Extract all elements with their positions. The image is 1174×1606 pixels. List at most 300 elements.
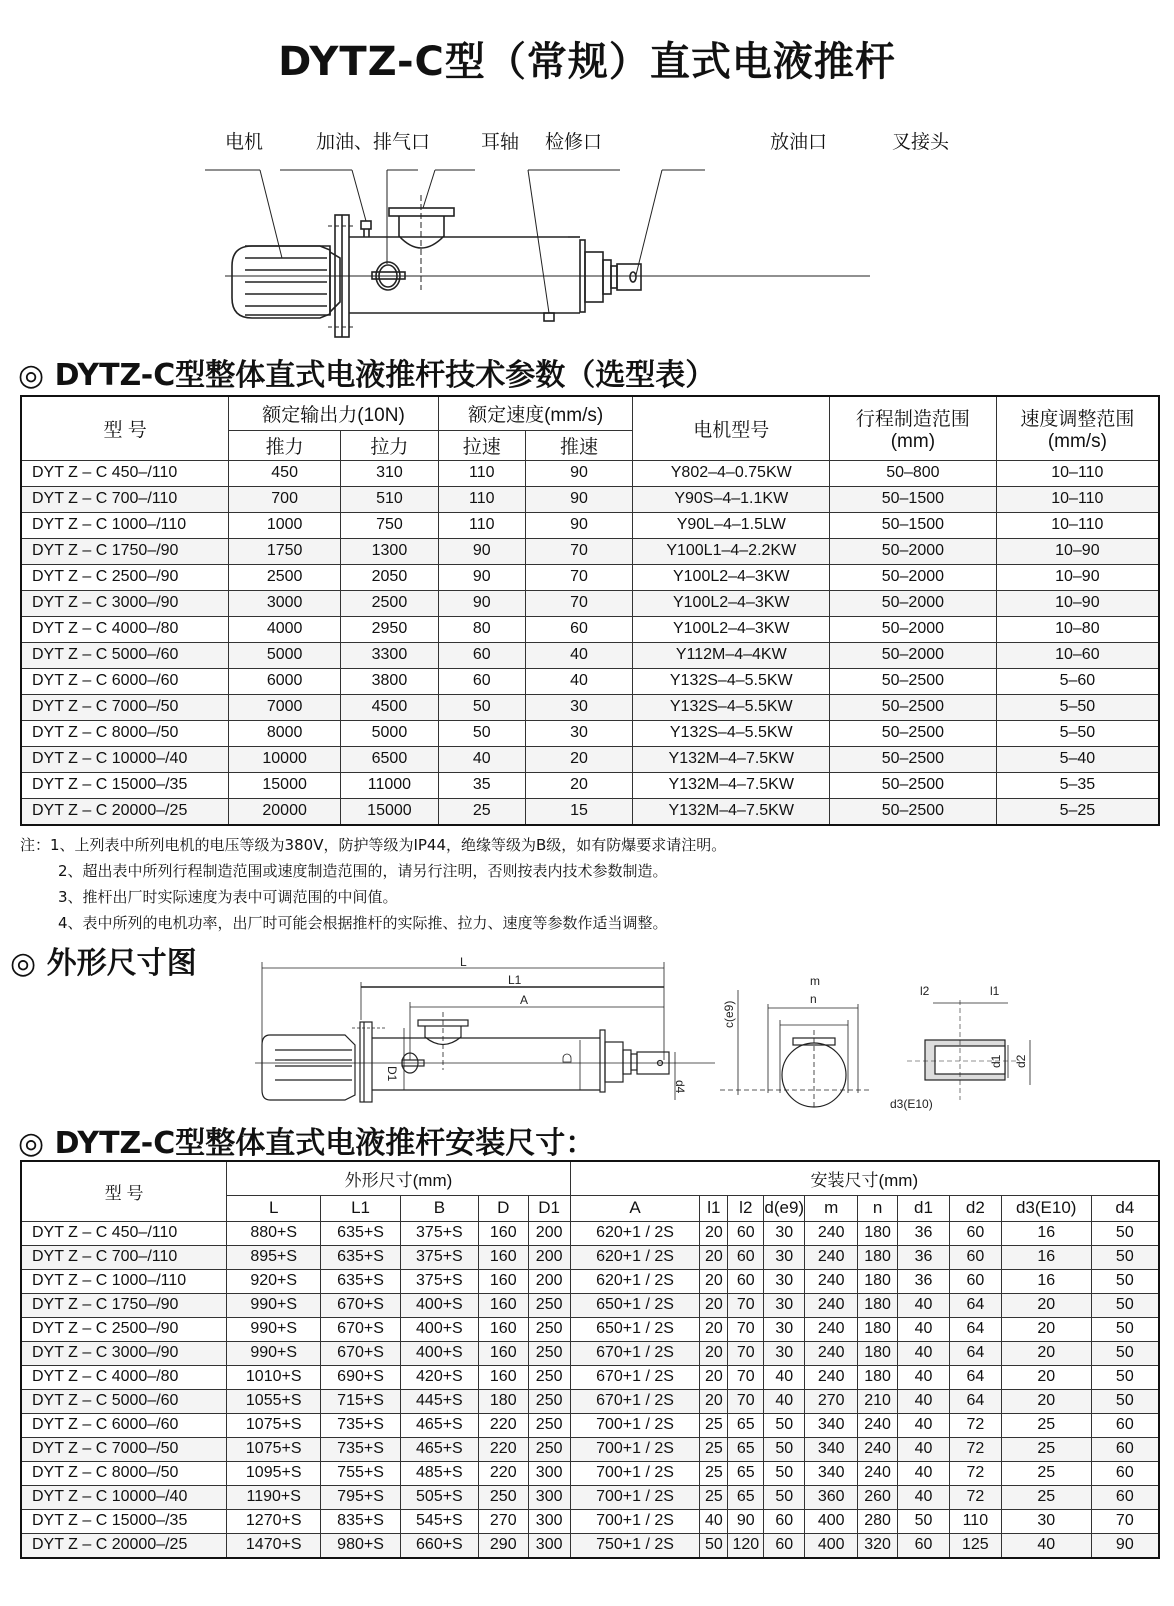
table-cell: 50–2000 — [830, 590, 997, 616]
table-cell: 40 — [898, 1389, 950, 1413]
table-cell: 220 — [478, 1413, 528, 1437]
table-cell: 30 — [1001, 1509, 1091, 1533]
table-cell: 400+S — [400, 1317, 478, 1341]
table-cell: 50 — [1091, 1293, 1159, 1317]
table-cell: 20 — [700, 1245, 728, 1269]
spec-table — [20, 395, 1160, 826]
table-cell: 670+S — [321, 1293, 401, 1317]
table-cell: 30 — [764, 1245, 805, 1269]
table-cell: 200 — [528, 1221, 570, 1245]
table-cell: 110 — [438, 460, 525, 486]
table-cell: 2500 — [229, 564, 341, 590]
table-cell: 340 — [805, 1437, 858, 1461]
table-row — [21, 746, 1159, 772]
table-cell: 60 — [1091, 1413, 1159, 1437]
table-cell: 110 — [438, 486, 525, 512]
table-cell: 64 — [949, 1389, 1001, 1413]
table-cell: 80 — [438, 616, 525, 642]
table-cell: 220 — [478, 1461, 528, 1485]
table-row — [21, 486, 1159, 512]
note-1-text: 1、上列表中所列电机的电压等级为380V，防护等级为IP44，绝缘等级为B级，如有防爆要求请注明。 — [50, 836, 727, 854]
table-cell: 20 — [1001, 1341, 1091, 1365]
table-cell: Y132M–4–7.5KW — [633, 746, 830, 772]
column-header: d(e9) — [764, 1195, 805, 1221]
table-cell: 25 — [1001, 1461, 1091, 1485]
table-cell: 650+1 / 2S — [570, 1317, 700, 1341]
column-header: d3(E10) — [1001, 1195, 1091, 1221]
table-cell: 120 — [728, 1533, 764, 1558]
note-3: 3、推杆出厂时实际速度为表中可调范围的中间值。 — [58, 888, 398, 906]
table-row — [21, 1221, 1159, 1245]
header-speed-adjust-line1: 速度调整范围 — [1020, 408, 1135, 430]
header-pull-force: 拉力 — [341, 430, 439, 460]
table-cell: 465+S — [400, 1437, 478, 1461]
table-cell: 10–80 — [996, 616, 1159, 642]
table-cell: 25 — [700, 1437, 728, 1461]
table-cell: 50 — [1091, 1365, 1159, 1389]
table-cell: 2050 — [341, 564, 439, 590]
model-cell: DYT Z – C 4000–/80 — [21, 1365, 227, 1389]
model-cell: DYT Z – C 450–/110 — [21, 1221, 227, 1245]
table-cell: Y100L1–4–2.2KW — [633, 538, 830, 564]
table-cell: 400 — [805, 1533, 858, 1558]
table-cell: 50–1500 — [830, 486, 997, 512]
table-cell: 60 — [764, 1509, 805, 1533]
table-cell: 340 — [805, 1413, 858, 1437]
table-cell: 60 — [525, 616, 633, 642]
table-cell: 65 — [728, 1413, 764, 1437]
table-cell: 220 — [478, 1437, 528, 1461]
table-cell: 40 — [438, 746, 525, 772]
table-cell: 60 — [949, 1221, 1001, 1245]
label-drain-port: 放油口 — [770, 131, 828, 153]
table-cell: 20 — [700, 1341, 728, 1365]
table-cell: 20 — [700, 1221, 728, 1245]
table-cell: 700+1 / 2S — [570, 1461, 700, 1485]
dim-label-L1: L1 — [508, 973, 522, 987]
table-cell: 35 — [438, 772, 525, 798]
column-header: D — [478, 1195, 528, 1221]
table-row — [21, 538, 1159, 564]
table-cell: 50 — [1091, 1221, 1159, 1245]
table-cell: 70 — [525, 538, 633, 564]
column-header: D1 — [528, 1195, 570, 1221]
table-cell: 15000 — [229, 772, 341, 798]
table-cell: 240 — [805, 1245, 858, 1269]
model-cell: DYT Z – C 4000–/80 — [21, 616, 229, 642]
table-cell: 10–110 — [996, 512, 1159, 538]
table-cell: 70 — [728, 1365, 764, 1389]
model-cell: DYT Z – C 2500–/90 — [21, 564, 229, 590]
table-row — [21, 1293, 1159, 1317]
table-row — [21, 1461, 1159, 1485]
table-cell: 60 — [728, 1269, 764, 1293]
dim-label-l2: l2 — [920, 984, 930, 998]
table-row — [21, 1389, 1159, 1413]
table-cell: 375+S — [400, 1221, 478, 1245]
table-cell: 670+S — [321, 1341, 401, 1365]
table-cell: 375+S — [400, 1245, 478, 1269]
table-cell: 300 — [528, 1485, 570, 1509]
table-cell: 240 — [858, 1461, 898, 1485]
table-cell: 715+S — [321, 1389, 401, 1413]
table-cell: 10–110 — [996, 486, 1159, 512]
table-cell: 620+1 / 2S — [570, 1269, 700, 1293]
table-cell: 50 — [438, 694, 525, 720]
table-row — [21, 1245, 1159, 1269]
table-cell: 70 — [728, 1317, 764, 1341]
outline-section-title: ◎ 外形尺寸图 — [10, 946, 197, 981]
table-cell: 340 — [805, 1461, 858, 1485]
table-cell: 1010+S — [227, 1365, 321, 1389]
table-cell: 20 — [1001, 1365, 1091, 1389]
table-cell: 320 — [858, 1533, 898, 1558]
table-cell: 90 — [525, 486, 633, 512]
table-cell: 4000 — [229, 616, 341, 642]
column-header: A — [570, 1195, 700, 1221]
table-cell: 240 — [805, 1269, 858, 1293]
table-cell: 125 — [949, 1533, 1001, 1558]
dim-label-D1: D1 — [385, 1066, 399, 1082]
table-cell: 300 — [528, 1533, 570, 1558]
table-cell: 180 — [858, 1221, 898, 1245]
table-cell: 60 — [1091, 1485, 1159, 1509]
model-cell: DYT Z – C 1000–/110 — [21, 512, 229, 538]
table-cell: 2500 — [341, 590, 439, 616]
dim-label-d3: d3(E10) — [890, 1097, 933, 1111]
table-cell: 450 — [229, 460, 341, 486]
table-cell: Y112M–4–4KW — [633, 642, 830, 668]
table-cell: 90 — [728, 1509, 764, 1533]
table-cell: 2950 — [341, 616, 439, 642]
table-cell: 20 — [1001, 1317, 1091, 1341]
table-row — [21, 1437, 1159, 1461]
table-cell: 1000 — [229, 512, 341, 538]
dim-label-d4: d4 — [673, 1080, 687, 1094]
table-cell: 40 — [764, 1389, 805, 1413]
table-cell: 50 — [1091, 1389, 1159, 1413]
table-cell: 20000 — [229, 798, 341, 825]
table-cell: 60 — [438, 668, 525, 694]
table-cell: 260 — [858, 1485, 898, 1509]
table-cell: 10–90 — [996, 590, 1159, 616]
table-cell: 50 — [764, 1485, 805, 1509]
table-cell: 620+1 / 2S — [570, 1221, 700, 1245]
model-cell: DYT Z – C 15000–/35 — [21, 1509, 227, 1533]
table-row — [21, 1509, 1159, 1533]
dim-label-L: L — [460, 955, 467, 969]
table-cell: 505+S — [400, 1485, 478, 1509]
table-cell: 835+S — [321, 1509, 401, 1533]
table-cell: 60 — [728, 1245, 764, 1269]
model-cell: DYT Z – C 20000–/25 — [21, 1533, 227, 1558]
table-cell: 990+S — [227, 1341, 321, 1365]
table-cell: 16 — [1001, 1221, 1091, 1245]
label-trunnion: 耳轴 — [481, 131, 520, 153]
header-stroke-line1: 行程制造范围 — [855, 408, 970, 430]
table-cell: 465+S — [400, 1413, 478, 1437]
note-4: 4、表中所列的电机功率，出厂时可能会根据推杆的实际推、拉力、速度等参数作适当调整。 — [58, 914, 668, 932]
column-header: d4 — [1091, 1195, 1159, 1221]
table-cell: 1075+S — [227, 1437, 321, 1461]
table-cell: 240 — [805, 1221, 858, 1245]
header-push-speed: 推速 — [525, 430, 633, 460]
table-cell: 5–60 — [996, 668, 1159, 694]
table-cell: 50–2500 — [830, 798, 997, 825]
table-cell: 20 — [700, 1269, 728, 1293]
table-cell: 360 — [805, 1485, 858, 1509]
table-cell: 64 — [949, 1341, 1001, 1365]
table-cell: 60 — [1091, 1461, 1159, 1485]
table-cell: 50–2000 — [830, 538, 997, 564]
table-cell: 5–35 — [996, 772, 1159, 798]
table-cell: 8000 — [229, 720, 341, 746]
table-row — [21, 564, 1159, 590]
table-cell: 635+S — [321, 1245, 401, 1269]
table-cell: 90 — [438, 538, 525, 564]
label-fork-joint: 叉接头 — [892, 131, 950, 153]
table-cell: 25 — [700, 1461, 728, 1485]
table-cell: 160 — [478, 1341, 528, 1365]
model-cell: DYT Z – C 15000–/35 — [21, 772, 229, 798]
table-cell: 50–2000 — [830, 642, 997, 668]
table-cell: 40 — [764, 1365, 805, 1389]
table-row — [21, 512, 1159, 538]
table-cell: 30 — [764, 1221, 805, 1245]
table-cell: 240 — [858, 1437, 898, 1461]
table-cell: 90 — [525, 512, 633, 538]
table-cell: 70 — [525, 564, 633, 590]
table-cell: 310 — [341, 460, 439, 486]
table-cell: 64 — [949, 1365, 1001, 1389]
table-cell: 50–2500 — [830, 746, 997, 772]
table-cell: 65 — [728, 1485, 764, 1509]
table-cell: Y100L2–4–3KW — [633, 590, 830, 616]
header-outline-group: 外形尺寸(mm) — [227, 1161, 570, 1195]
table-cell: 650+1 / 2S — [570, 1293, 700, 1317]
table-cell: 635+S — [321, 1269, 401, 1293]
table-cell: 50–2500 — [830, 720, 997, 746]
table-cell: Y132M–4–7.5KW — [633, 798, 830, 825]
model-cell: DYT Z – C 3000–/90 — [21, 1341, 227, 1365]
table-cell: 40 — [1001, 1533, 1091, 1558]
table-cell: 545+S — [400, 1509, 478, 1533]
table-cell: 40 — [898, 1365, 950, 1389]
table-cell: 5–40 — [996, 746, 1159, 772]
table-cell: 735+S — [321, 1437, 401, 1461]
table-cell: 60 — [949, 1245, 1001, 1269]
main-actuator-diagram — [0, 120, 1174, 350]
table-cell: 60 — [728, 1221, 764, 1245]
table-cell: 420+S — [400, 1365, 478, 1389]
table-cell: 20 — [700, 1365, 728, 1389]
table-cell: 635+S — [321, 1221, 401, 1245]
dim-section-title: ◎ DYTZ-C型整体直式电液推杆安装尺寸： — [18, 1126, 596, 1161]
table-cell: 200 — [528, 1245, 570, 1269]
model-cell: DYT Z – C 1750–/90 — [21, 1293, 227, 1317]
column-header: n — [858, 1195, 898, 1221]
table-cell: 375+S — [400, 1269, 478, 1293]
table-cell: 50 — [700, 1533, 728, 1558]
table-cell: 72 — [949, 1413, 1001, 1437]
table-cell: 25 — [1001, 1485, 1091, 1509]
table-cell: 1055+S — [227, 1389, 321, 1413]
table-row — [21, 1341, 1159, 1365]
table-cell: 735+S — [321, 1413, 401, 1437]
table-cell: 10–90 — [996, 564, 1159, 590]
model-cell: DYT Z – C 6000–/60 — [21, 1413, 227, 1437]
table-row — [21, 772, 1159, 798]
table-cell: 180 — [858, 1269, 898, 1293]
table-cell: 5000 — [229, 642, 341, 668]
header-motor: 电机型号 — [633, 396, 830, 460]
table-cell: 36 — [898, 1221, 950, 1245]
table-cell: 5–25 — [996, 798, 1159, 825]
table-cell: 110 — [438, 512, 525, 538]
table-cell: 15 — [525, 798, 633, 825]
model-cell: DYT Z – C 700–/110 — [21, 1245, 227, 1269]
table-cell: 6000 — [229, 668, 341, 694]
table-cell: 250 — [528, 1365, 570, 1389]
table-cell: 700+1 / 2S — [570, 1509, 700, 1533]
header-model: 型 号 — [21, 396, 229, 460]
model-cell: DYT Z – C 5000–/60 — [21, 1389, 227, 1413]
table-cell: 20 — [525, 746, 633, 772]
table-cell: 4500 — [341, 694, 439, 720]
header-push-force: 推力 — [229, 430, 341, 460]
model-cell: DYT Z – C 1750–/90 — [21, 538, 229, 564]
table-cell: Y132S–4–5.5KW — [633, 720, 830, 746]
table-cell: 670+1 / 2S — [570, 1341, 700, 1365]
table-cell: 40 — [898, 1317, 950, 1341]
table-cell: 25 — [700, 1485, 728, 1509]
column-header: d2 — [949, 1195, 1001, 1221]
header-speed-adjust-line2: (mm/s) — [1047, 430, 1107, 452]
header-stroke-line2: (mm) — [890, 430, 936, 452]
label-fill-vent: 加油、排气口 — [316, 131, 431, 153]
table-cell: 70 — [525, 590, 633, 616]
dim-label-m: m — [810, 974, 820, 988]
note-1 — [20, 832, 726, 858]
table-cell: 1075+S — [227, 1413, 321, 1437]
model-cell: DYT Z – C 10000–/40 — [21, 1485, 227, 1509]
table-cell: 270 — [478, 1509, 528, 1533]
spec-section-title: ◎ DYTZ-C型整体直式电液推杆技术参数（选型表） — [18, 358, 716, 393]
table-cell: 755+S — [321, 1461, 401, 1485]
table-cell: 60 — [949, 1269, 1001, 1293]
table-cell: 240 — [858, 1413, 898, 1437]
model-cell: DYT Z – C 8000–/50 — [21, 1461, 227, 1485]
table-cell: 50 — [1091, 1269, 1159, 1293]
table-cell: 30 — [764, 1269, 805, 1293]
table-cell: 690+S — [321, 1365, 401, 1389]
table-cell: 20 — [525, 772, 633, 798]
header-model: 型 号 — [21, 1161, 227, 1221]
table-cell: 60 — [898, 1533, 950, 1558]
table-cell: 50–2000 — [830, 616, 997, 642]
table-cell: 280 — [858, 1509, 898, 1533]
table-cell: 64 — [949, 1317, 1001, 1341]
table-cell: 25 — [1001, 1413, 1091, 1437]
table-cell: 50–1500 — [830, 512, 997, 538]
table-cell: 11000 — [341, 772, 439, 798]
table-cell: 50 — [898, 1509, 950, 1533]
header-stroke — [830, 396, 997, 460]
table-cell: Y132S–4–5.5KW — [633, 668, 830, 694]
dim-label-n: n — [810, 992, 817, 1006]
table-cell: 50–2000 — [830, 564, 997, 590]
table-cell: 250 — [528, 1389, 570, 1413]
table-cell: Y100L2–4–3KW — [633, 616, 830, 642]
table-row — [21, 1413, 1159, 1437]
label-inspection-port: 检修口 — [545, 131, 603, 153]
table-row — [21, 642, 1159, 668]
table-cell: 670+1 / 2S — [570, 1365, 700, 1389]
column-header: L — [227, 1195, 321, 1221]
table-cell: 30 — [525, 694, 633, 720]
header-speed-group: 额定速度(mm/s) — [438, 396, 633, 430]
table-cell: 250 — [528, 1437, 570, 1461]
table-cell: 16 — [1001, 1245, 1091, 1269]
table-cell: 160 — [478, 1269, 528, 1293]
table-cell: 1470+S — [227, 1533, 321, 1558]
table-cell: 60 — [1091, 1437, 1159, 1461]
table-cell: 30 — [525, 720, 633, 746]
outline-dimension-diagram — [240, 955, 1040, 1115]
table-cell: 160 — [478, 1365, 528, 1389]
table-cell: 180 — [858, 1293, 898, 1317]
table-cell: 50 — [764, 1413, 805, 1437]
header-install-group: 安装尺寸(mm) — [570, 1161, 1159, 1195]
table-row — [21, 694, 1159, 720]
model-cell: DYT Z – C 3000–/90 — [21, 590, 229, 616]
table-cell: 72 — [949, 1461, 1001, 1485]
table-cell: 20 — [1001, 1389, 1091, 1413]
table-cell: Y90L–4–1.5LW — [633, 512, 830, 538]
table-cell: 240 — [805, 1293, 858, 1317]
table-cell: 40 — [898, 1485, 950, 1509]
table-cell: 250 — [528, 1317, 570, 1341]
header-pull-speed: 拉速 — [438, 430, 525, 460]
table-cell: 160 — [478, 1293, 528, 1317]
table-cell: 180 — [858, 1365, 898, 1389]
table-cell: 620+1 / 2S — [570, 1245, 700, 1269]
header-speed-adjust — [996, 396, 1159, 460]
table-cell: 50 — [764, 1437, 805, 1461]
table-cell: 50 — [1091, 1341, 1159, 1365]
table-cell: 700+1 / 2S — [570, 1485, 700, 1509]
model-cell: DYT Z – C 5000–/60 — [21, 642, 229, 668]
header-force-group: 额定输出力(10N) — [229, 396, 439, 430]
table-cell: 40 — [525, 668, 633, 694]
table-cell: Y132M–4–7.5KW — [633, 772, 830, 798]
table-cell: 70 — [1091, 1509, 1159, 1533]
table-cell: 30 — [764, 1293, 805, 1317]
table-cell: 920+S — [227, 1269, 321, 1293]
table-cell: 990+S — [227, 1293, 321, 1317]
table-cell: 50–2500 — [830, 668, 997, 694]
table-cell: 50 — [1091, 1317, 1159, 1341]
table-cell: 660+S — [400, 1533, 478, 1558]
table-cell: 700+1 / 2S — [570, 1437, 700, 1461]
table-row — [21, 616, 1159, 642]
table-cell: 290 — [478, 1533, 528, 1558]
table-row — [21, 1485, 1159, 1509]
table-cell: 400+S — [400, 1341, 478, 1365]
table-cell: 180 — [858, 1341, 898, 1365]
table-cell: 72 — [949, 1437, 1001, 1461]
table-row — [21, 1365, 1159, 1389]
